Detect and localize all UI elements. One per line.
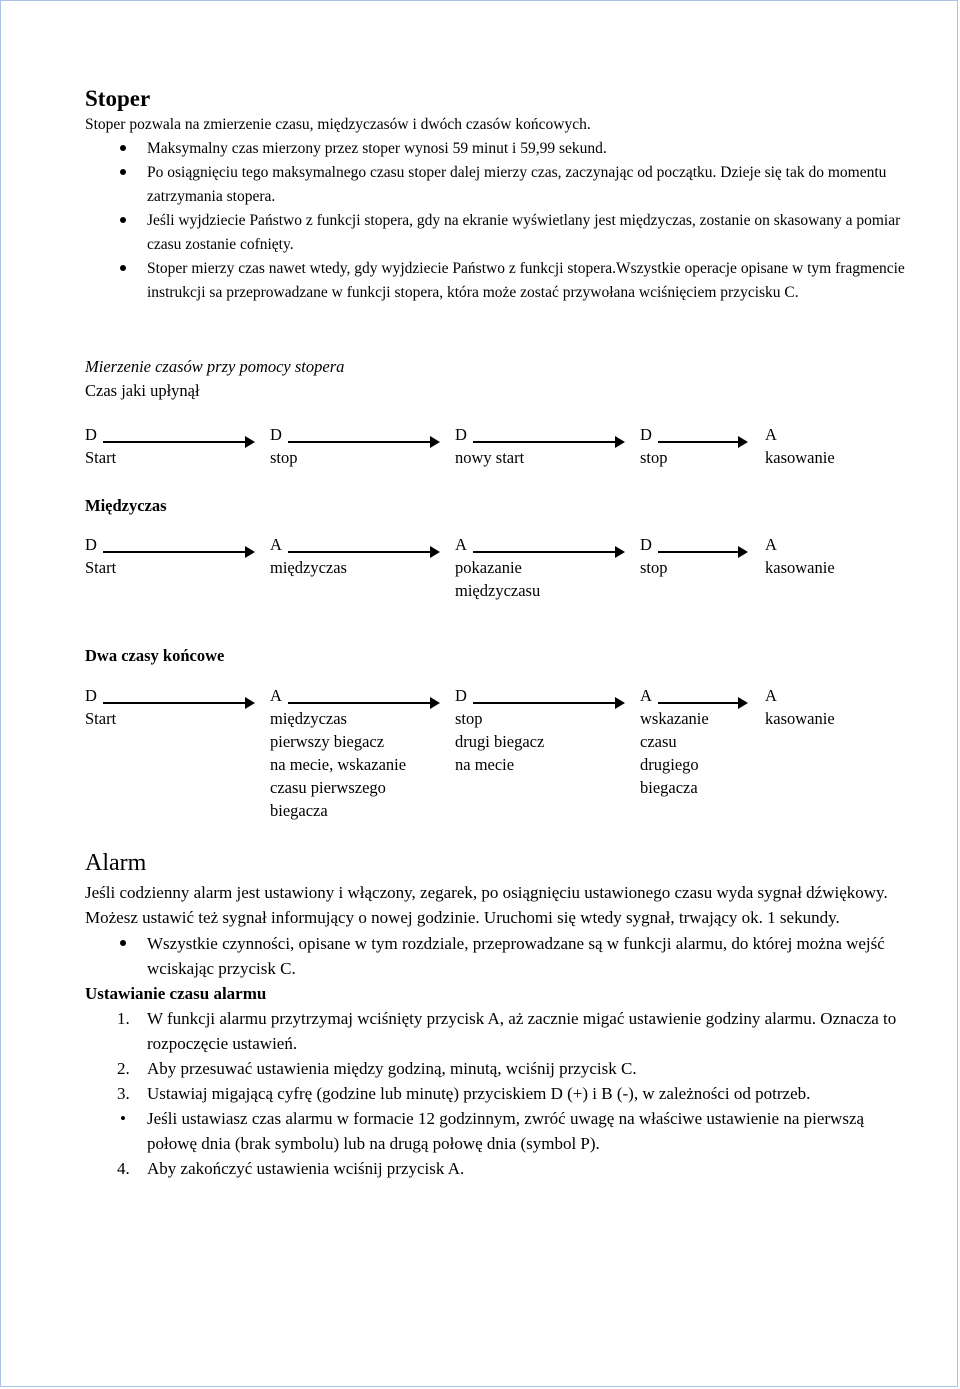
arrow-icon xyxy=(103,441,253,443)
list-item: Stoper mierzy czas nawet wtedy, gdy wyjdziecie Państwo z funkcji stopera.Wszystkie operacje opisane w tym fragmencie instrukcji sa przeprowadzane w funkcji stopera, która może zostać przywołana wciśnięciem przycisku C. xyxy=(85,257,917,305)
bullet-icon xyxy=(120,145,126,151)
final-flow xyxy=(85,684,885,824)
elapsed-heading: Czas jaki upłynął xyxy=(85,381,200,400)
flow-step: A wskazanie czasu drugiego biegacza xyxy=(640,686,709,797)
setting-steps xyxy=(85,1006,917,1181)
alarm-intro: Jeśli codzienny alarm jest ustawiony i włączony, zegarek, po osiągnięciu ustawionego czasu wyda sygnał dźwiękowy. Możesz ustawić też sygnał informujący o nowej godzinie. Uruchomi się wtedy sygnał, trwający ok. 1 sekundy. xyxy=(85,883,888,927)
flow-step: A kasowanie xyxy=(765,686,835,728)
alarm-bullet-list xyxy=(85,931,917,981)
arrow-icon xyxy=(658,551,746,553)
list-item: 1. W funkcji alarmu przytrzymaj wciśnięty przycisk A, aż zacznie migać ustawienie godziny alarmu. Oznacza to rozpoczęcie ustawień. xyxy=(117,1009,897,1053)
arrow-icon xyxy=(658,441,746,443)
stoper-title: Stoper xyxy=(85,86,151,111)
flow-step: A międzyczas pierwszy biegacz na mecie, wskazanie czasu pierwszego biegacza xyxy=(270,686,407,820)
stoper-intro: Stoper pozwala na zmierzenie czasu, międzyczasów i dwóch czasów końcowych. xyxy=(85,116,591,133)
measure-heading: Mierzenie czasów przy pomocy stopera xyxy=(85,357,345,376)
split-heading: Międzyczas xyxy=(85,496,167,515)
list-item: Wszystkie czynności, opisane w tym rozdziale, przeprowadzane są w funkcji alarmu, do której można wejść wciskając przycisk C. xyxy=(85,931,917,981)
bullet-icon xyxy=(120,265,126,271)
flow-step: D nowy start xyxy=(455,425,525,467)
flow-step: A kasowanie xyxy=(765,535,835,577)
final-heading: Dwa czasy końcowe xyxy=(85,646,225,665)
alarm-section xyxy=(85,849,917,1181)
list-item: 2. Aby przesuwać ustawienia między godziną, minutą, wciśnij przycisk C. xyxy=(117,1059,637,1078)
arrow-icon xyxy=(473,551,623,553)
list-item: • Jeśli ustawiasz czas alarmu w formacie 12 godzinnym, zwróć uwagę na właściwe ustawienie na pierwszą połowę dnia (brak symbolu) lub na drugą połowę dnia (symbol P). xyxy=(120,1109,865,1153)
flow-step: A kasowanie xyxy=(765,425,835,467)
flow-step: D Start xyxy=(85,686,117,728)
list-item: 3. Ustawiaj migającą cyfrę (godzine lub minutę) przyciskiem D (+) i B (-), w zależności od potrzeb. xyxy=(117,1084,811,1103)
flow-step: D stop xyxy=(640,535,668,577)
list-item: Jeśli wyjdziecie Państwo z funkcji stopera, gdy na ekranie wyświetlany jest międzyczas, zostanie on skasowany a pomiar czasu zostanie cofnięty. xyxy=(85,209,917,257)
bullet-icon xyxy=(120,169,126,175)
arrow-icon xyxy=(658,702,746,704)
arrow-icon xyxy=(473,441,623,443)
flow-step: D Start xyxy=(85,535,117,577)
arrow-icon xyxy=(288,702,438,704)
arrow-icon xyxy=(288,551,438,553)
flow-step: D Start xyxy=(85,425,117,467)
list-item: Maksymalny czas mierzony przez stoper wynosi 59 minut i 59,99 sekund. xyxy=(85,137,917,161)
flow-step: D stop drugi biegacz na mecie xyxy=(455,686,545,774)
arrow-icon xyxy=(103,702,253,704)
split-flow xyxy=(85,533,885,603)
alarm-title: Alarm xyxy=(85,850,147,876)
flow-step: A międzyczas xyxy=(270,535,347,577)
bullet-icon xyxy=(120,940,126,946)
arrow-icon xyxy=(103,551,253,553)
flow-step: D stop xyxy=(270,425,298,467)
stoper-bullet-list xyxy=(85,137,917,305)
setting-heading: Ustawianie czasu alarmu xyxy=(85,984,267,1003)
flow-step: A pokazanie międzyczasu xyxy=(455,535,541,600)
stoper-section xyxy=(85,85,917,305)
list-item: 4. Aby zakończyć ustawienia wciśnij przycisk A. xyxy=(117,1159,465,1178)
list-item: Po osiągnięciu tego maksymalnego czasu stoper dalej mierzy czas, zaczynając od początku. Dzieje się tak do momentu zatrzymania stopera. xyxy=(85,161,917,209)
flow-step: D stop xyxy=(640,425,668,467)
arrow-icon xyxy=(473,702,623,704)
arrow-icon xyxy=(288,441,438,443)
bullet-icon xyxy=(120,217,126,223)
elapsed-flow xyxy=(85,423,885,473)
